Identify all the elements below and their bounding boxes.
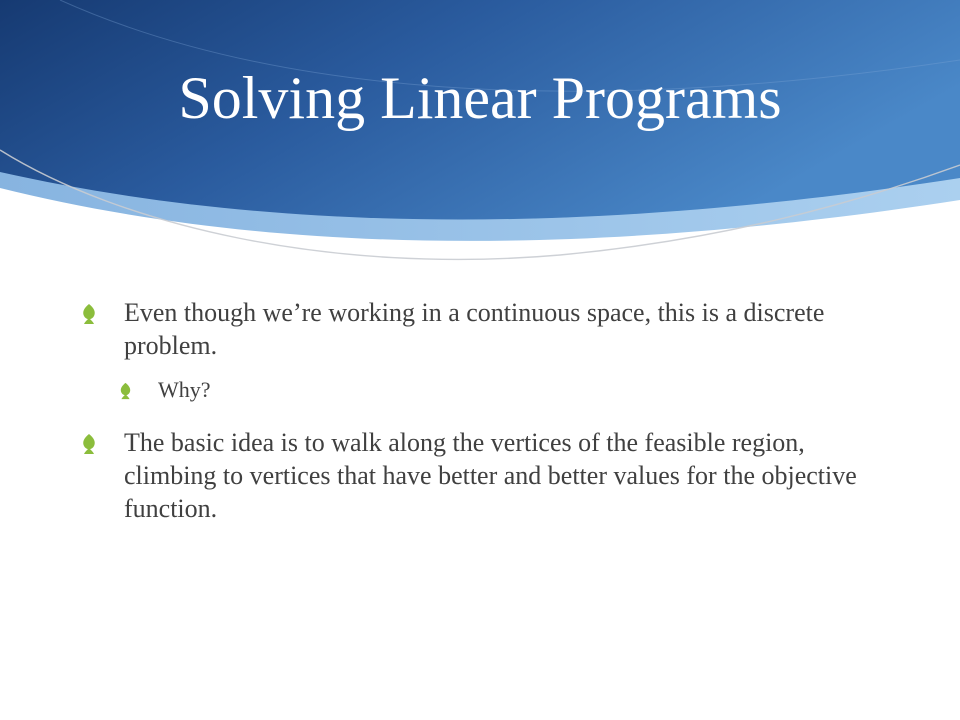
bullet-list [80, 296, 880, 525]
bullet-item [80, 426, 880, 525]
fleur-bullet-icon [80, 433, 98, 455]
slide-title: Solving Linear Programs [178, 65, 782, 131]
fleur-bullet-icon [118, 382, 133, 400]
bullet-text: Even though we’re working in a continuous space, this is a discrete problem. [124, 298, 825, 360]
bullet-text: The basic idea is to walk along the vertices of the feasible region, climbing to vertices that have better and better values for the objective function. [124, 428, 857, 523]
sub-bullet-text: Why? [158, 377, 211, 402]
bullet-item [80, 296, 880, 362]
fleur-bullet-icon [80, 303, 98, 325]
sub-bullet-item [80, 376, 880, 404]
header-swoosh-graphic [0, 0, 960, 280]
